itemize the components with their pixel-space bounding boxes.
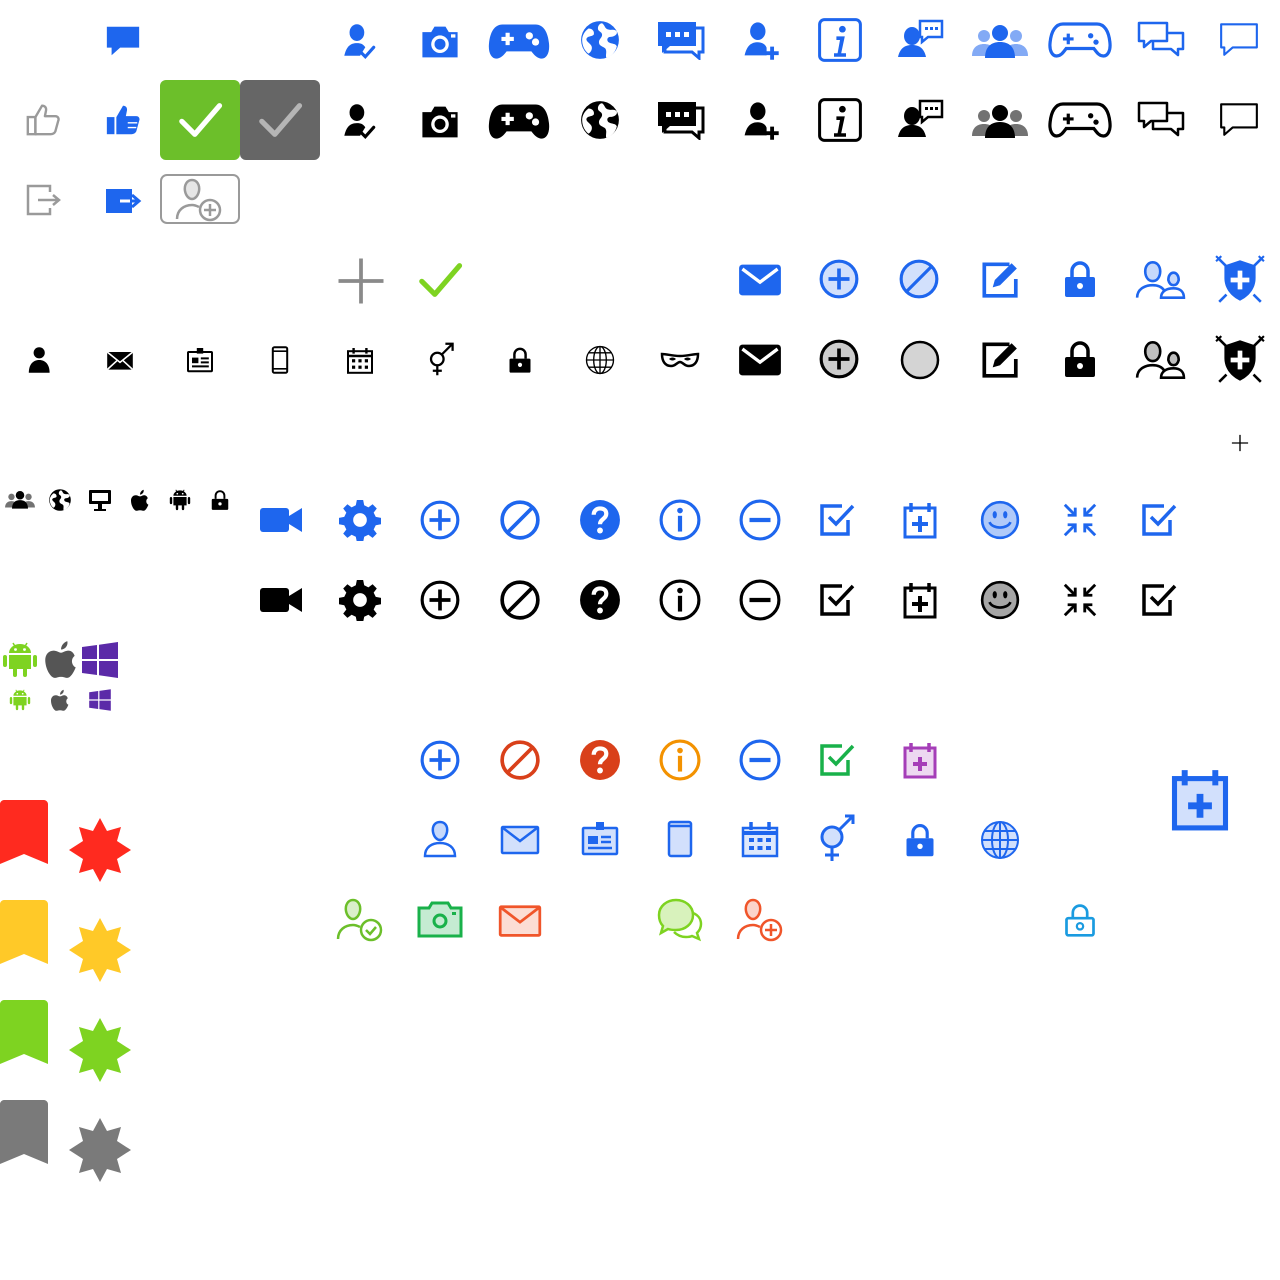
apple-icon bbox=[51, 690, 68, 711]
checkbox-icon bbox=[822, 746, 853, 774]
globe-icon bbox=[581, 101, 619, 139]
group-icon bbox=[972, 105, 1028, 138]
block-icon bbox=[502, 582, 538, 618]
gender-icon bbox=[431, 344, 453, 376]
checkbox-icon bbox=[822, 586, 853, 614]
user-add-icon bbox=[745, 22, 779, 59]
apple-icon bbox=[45, 641, 75, 678]
user-add-icon bbox=[745, 102, 779, 139]
calendar-add-icon bbox=[905, 583, 935, 617]
question-icon bbox=[580, 500, 620, 540]
star-badge-icon bbox=[69, 1118, 131, 1182]
lock-icon bbox=[212, 491, 229, 510]
lock-icon bbox=[1067, 906, 1094, 936]
gear-icon bbox=[339, 500, 381, 542]
plus-circle-icon bbox=[422, 502, 458, 538]
id-card-icon bbox=[583, 822, 617, 854]
user-check-icon bbox=[338, 900, 381, 940]
id-card-icon bbox=[188, 348, 212, 371]
monitor-icon bbox=[89, 490, 111, 511]
star-badge-icon bbox=[69, 818, 131, 882]
camera-icon bbox=[419, 903, 461, 936]
calendar-add-large-icon bbox=[1175, 770, 1226, 828]
plus-circle-icon bbox=[821, 341, 857, 377]
info-circle-icon bbox=[661, 741, 699, 779]
calendar-add-icon bbox=[905, 503, 935, 537]
calendar-add-icon bbox=[905, 743, 935, 777]
chat-bubbles-outline-icon bbox=[1139, 103, 1183, 135]
phone-icon bbox=[273, 347, 287, 373]
windows-icon bbox=[82, 642, 118, 678]
plus-circle-icon bbox=[422, 742, 458, 778]
camera-icon bbox=[422, 107, 457, 138]
chat-stack-icon bbox=[658, 22, 703, 58]
minus-circle-icon bbox=[741, 501, 779, 539]
bookmark-icon bbox=[0, 1100, 48, 1164]
block-gray-icon bbox=[902, 342, 938, 378]
users-outline-icon bbox=[1137, 262, 1184, 297]
globe-outline-icon bbox=[587, 347, 614, 374]
lock-icon bbox=[510, 349, 531, 373]
chat-bubbles-outline-icon bbox=[1139, 23, 1183, 55]
calendar-icon bbox=[348, 348, 372, 373]
info-circle-icon bbox=[661, 581, 699, 619]
block-icon bbox=[502, 502, 538, 538]
camera-icon bbox=[422, 27, 457, 58]
chat-bubble-outline-icon bbox=[1221, 104, 1257, 134]
checkmark-tile-green bbox=[160, 80, 240, 160]
gamepad-outline-icon bbox=[1050, 104, 1110, 136]
envelope-icon bbox=[107, 352, 133, 370]
plus-icon bbox=[339, 259, 384, 304]
star-badge-icon bbox=[69, 1018, 131, 1082]
block-icon bbox=[502, 742, 538, 778]
question-icon bbox=[580, 580, 620, 620]
user-icon bbox=[29, 347, 50, 373]
thumbs-up-icon bbox=[107, 106, 140, 135]
gender-icon bbox=[822, 816, 853, 861]
android-icon bbox=[3, 643, 37, 677]
plus-circle-icon bbox=[821, 261, 857, 297]
user-check-icon bbox=[344, 104, 373, 137]
globe-icon bbox=[982, 822, 1018, 858]
question-icon bbox=[580, 740, 620, 780]
checkbox-icon bbox=[1144, 586, 1175, 614]
video-camera-icon bbox=[260, 588, 302, 612]
lock-icon bbox=[907, 826, 934, 857]
block-icon bbox=[901, 261, 937, 297]
info-box-icon bbox=[820, 20, 861, 61]
bookmark-icon bbox=[0, 800, 48, 864]
apple-icon bbox=[131, 490, 148, 511]
user-outline-icon bbox=[425, 822, 455, 856]
mask-icon bbox=[662, 354, 698, 366]
edit-icon bbox=[984, 263, 1017, 296]
minus-circle-icon bbox=[741, 741, 779, 779]
checkmark-icon bbox=[422, 266, 460, 295]
minus-circle-icon bbox=[741, 581, 779, 619]
group-icon bbox=[972, 25, 1028, 58]
user-check-icon bbox=[344, 24, 373, 57]
mail-icon bbox=[500, 907, 540, 936]
video-camera-icon bbox=[260, 508, 302, 532]
user-chat-icon bbox=[898, 21, 942, 57]
checkbox-icon bbox=[1144, 506, 1175, 534]
collapse-icon bbox=[1065, 505, 1095, 535]
logout-icon bbox=[28, 186, 59, 214]
info-box-icon bbox=[820, 100, 861, 141]
edit-icon bbox=[984, 343, 1017, 376]
user-chat-icon bbox=[898, 101, 942, 137]
chat-stack-icon bbox=[658, 102, 703, 138]
shield-swords-icon bbox=[1216, 256, 1264, 302]
user-add-icon bbox=[738, 900, 781, 940]
gamepad-outline-icon bbox=[1050, 24, 1110, 56]
gamepad-icon bbox=[489, 24, 549, 58]
android-icon bbox=[170, 490, 190, 510]
group-icon bbox=[5, 491, 35, 509]
checkmark-tile-gray bbox=[240, 80, 320, 160]
mail-outline-icon bbox=[502, 827, 538, 853]
calendar-icon bbox=[743, 822, 777, 856]
plus-icon bbox=[1232, 435, 1248, 451]
lock-icon bbox=[1065, 263, 1095, 297]
info-circle-icon bbox=[661, 501, 699, 539]
smiley-icon bbox=[982, 582, 1018, 618]
chat-bubble-outline-icon bbox=[1221, 24, 1257, 54]
chat-bubbles-icon bbox=[659, 900, 701, 939]
phone-icon bbox=[669, 822, 691, 856]
gear-icon bbox=[339, 580, 381, 622]
globe-icon bbox=[49, 489, 71, 511]
mail-icon bbox=[739, 265, 781, 296]
collapse-icon bbox=[1065, 585, 1095, 615]
shield-swords-icon bbox=[1216, 336, 1264, 382]
users-outline-icon bbox=[1137, 342, 1184, 377]
windows-icon bbox=[89, 689, 111, 711]
globe-icon bbox=[581, 21, 619, 59]
bookmark-icon bbox=[0, 900, 48, 964]
checkbox-icon bbox=[822, 506, 853, 534]
smiley-icon bbox=[982, 502, 1018, 538]
mail-icon bbox=[739, 345, 781, 376]
plus-circle-icon bbox=[422, 582, 458, 618]
add-user-tile bbox=[161, 175, 239, 223]
logout-icon bbox=[106, 189, 139, 213]
android-icon bbox=[10, 690, 30, 710]
chat-bubble-icon bbox=[107, 27, 139, 56]
star-badge-icon bbox=[69, 918, 131, 982]
lock-icon bbox=[1065, 343, 1095, 377]
gamepad-icon bbox=[489, 104, 549, 138]
thumbs-up-icon bbox=[28, 106, 59, 135]
bookmark-icon bbox=[0, 1000, 48, 1064]
